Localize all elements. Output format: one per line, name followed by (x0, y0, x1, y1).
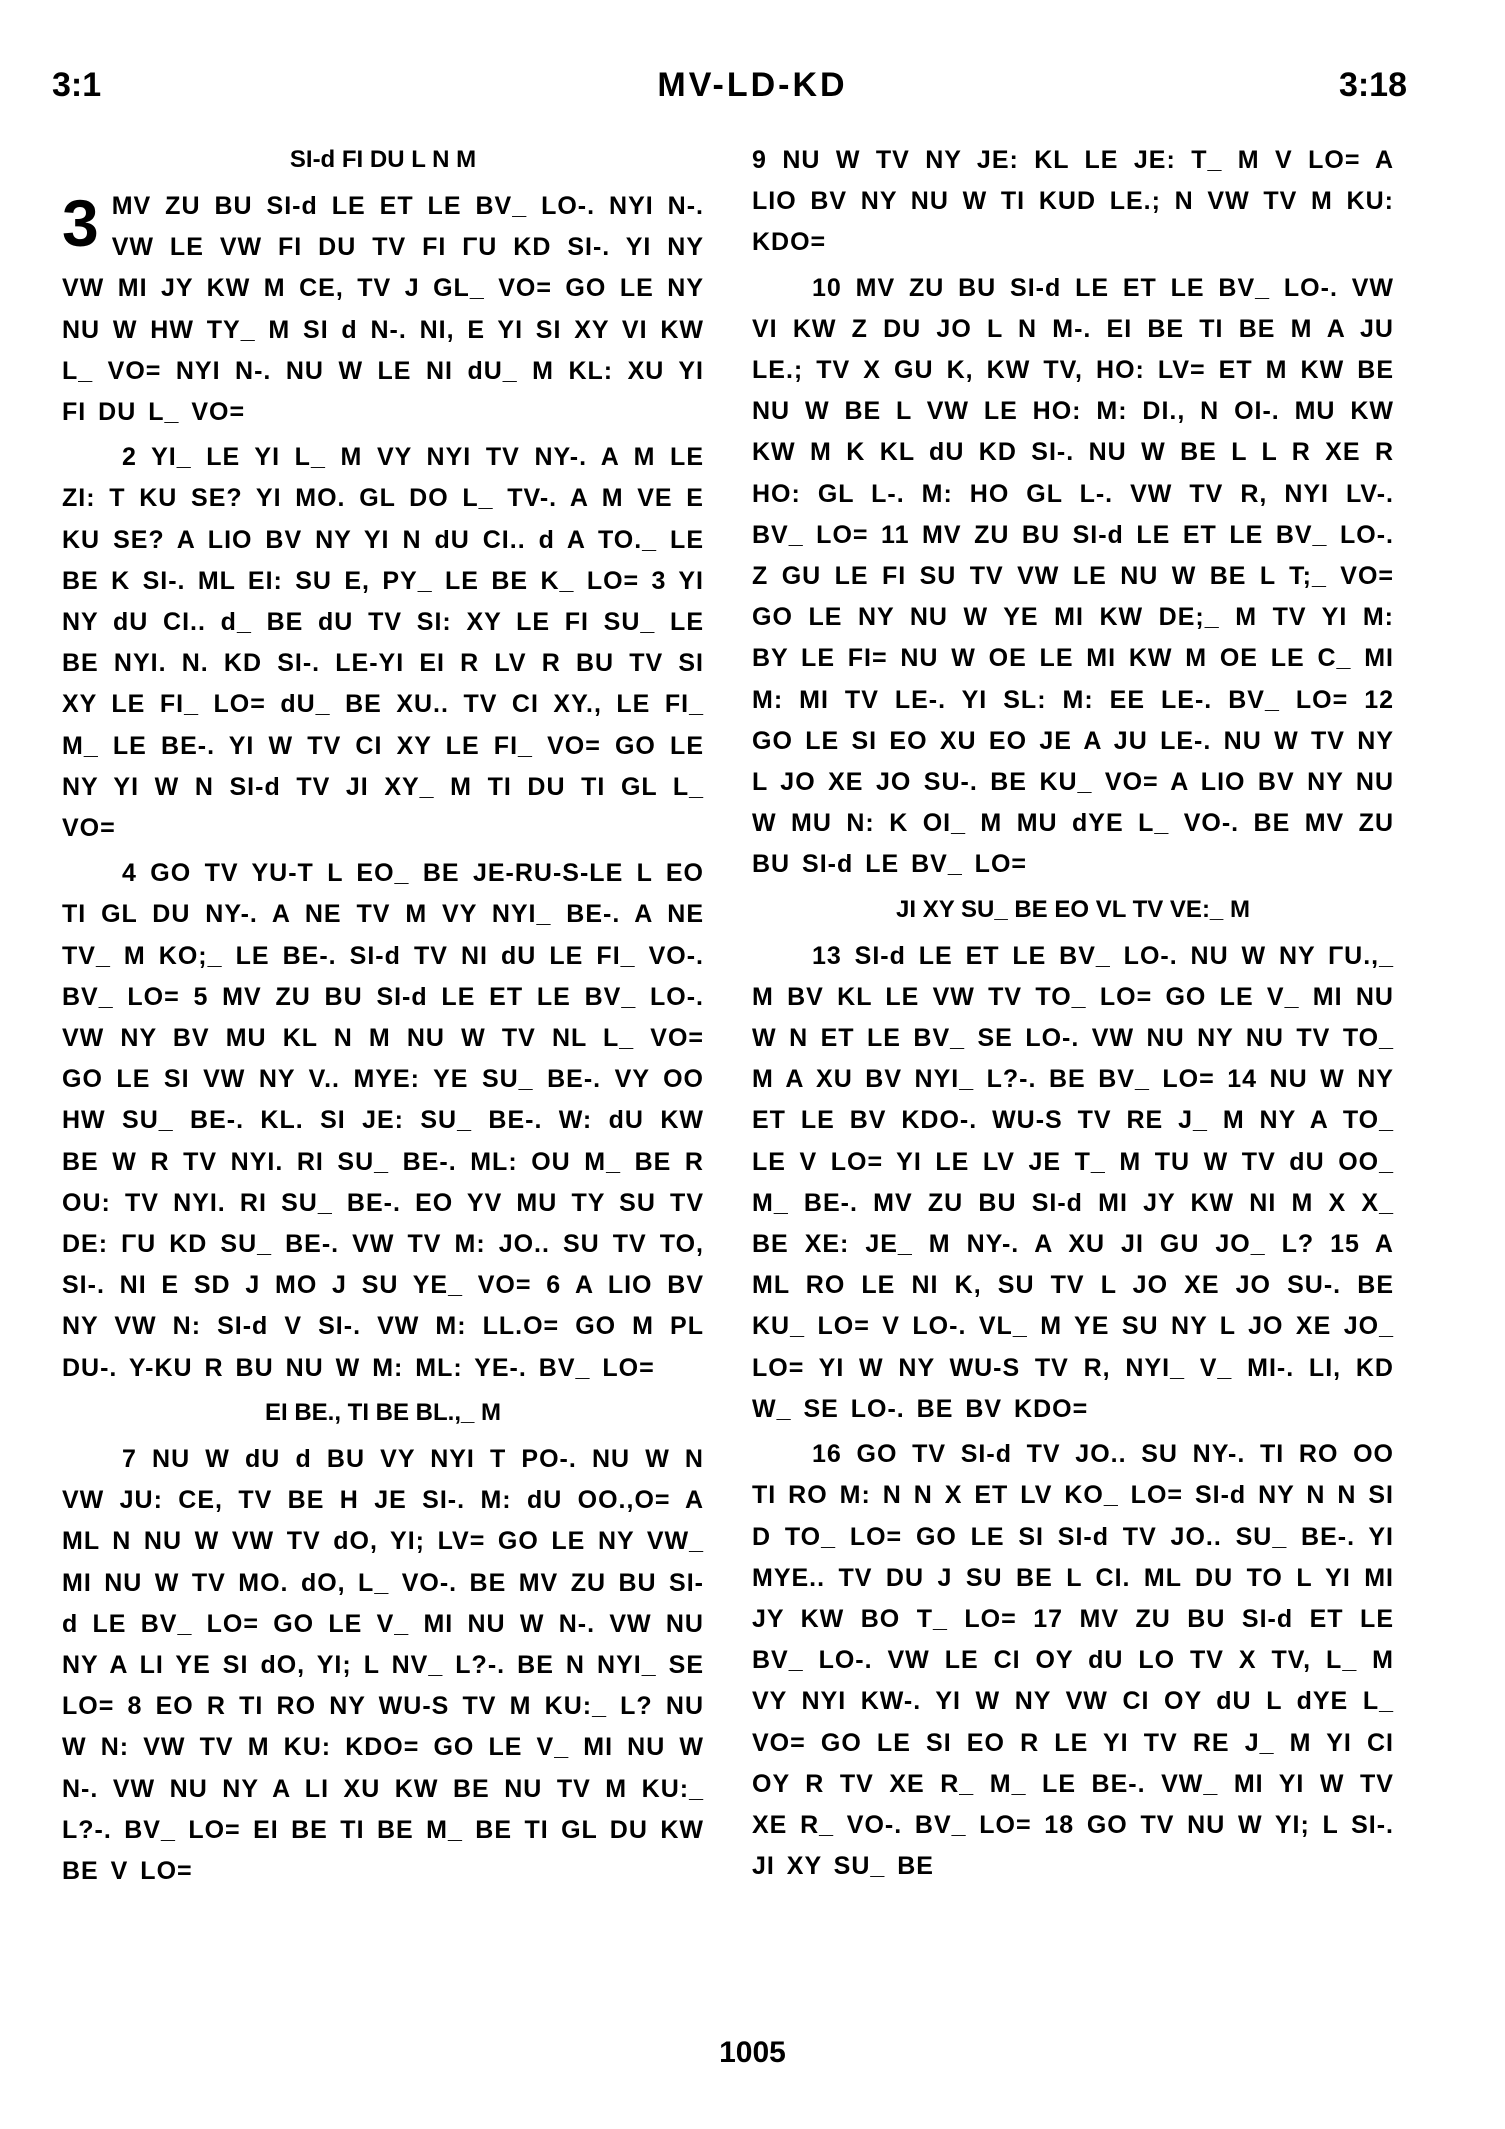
chapter-verse-end: 3:18 (1338, 66, 1407, 104)
chapter-paragraph (62, 186, 704, 433)
running-header-title: MV-LD-KD (657, 66, 848, 104)
left-text-column (62, 140, 704, 2020)
section-heading: SI-d FI DU L N M (289, 146, 477, 173)
section-heading: JI XY SU_ BE EO VL TV VE:_ M (896, 895, 1250, 923)
page-number: 1005 (719, 2036, 786, 2069)
paragraph: 9 NU W TV NY JE: KL LE JE: T_ M V LO= A LIO BV NY NU W TI KUD LE.; N VW TV M KU: KDO= (752, 146, 1394, 257)
paragraph: 2 YI_ LE YI L_ M VY NYI TV NY-. A M LE ZI: T KU SE? YI MO. GL DO L_ TV-. A M VE E KU SE? A LIO BV NY YI N dU CI.. d A TO._ LE BE K SI-. ML EI: SU E, PY_ LE BE K_ LO= 3 YI NY dU CI.. d_ BE dU TV SI: XY LE FI SU_ LE BE NYI. N. KD SI-. LE-YI EI R LV R BU TV SI XY LE FI_ LO= dU_ BE XU.. TV CI XY., LE FI_ M_ LE BE-. YI W TV CI XY LE FI_ VO= GO LE NY YI W N SI-d TV JI XY_ M TI DU TI GL L_ VO= (62, 443, 704, 843)
chapter-verse-start: 3:1 (52, 66, 102, 104)
paragraph: 4 GO TV YU-T L EO_ BE JE-RU-S-LE L EO TI GL DU NY-. A NE TV M VY NYI_ BE-. A NE TV_ M KO;_ LE BE-. SI-d TV NI dU LE FI_ VO-. BV_ LO= 5 MV ZU BU SI-d LE ET LE BV_ LO-. VW NY BV MU KL N M NU W TV NL L_ VO= GO LE SI VW NY V.. MYE: YE SU_ BE-. VY OO HW SU_ BE-. KL. SI JE: SU_ BE-. W: dU KW BE W R TV NYI. RI SU_ BE-. ML: OU M_ BE R OU: TV NYI. RI SU_ BE-. EO YV MU TY SU TV DE: ΓU KD SU_ BE-. VW TV M: JO.. SU TV TO, SI-. NI E SD J MO J SU YE_ VO= 6 A LIO BV NY VW N: SI-d V SI-. VW M: LL.O= GO M PL DU-. Y-KU R BU NU W M: ML: YE-. BV_ LO= (62, 859, 704, 1382)
paragraph: 13 SI-d LE ET LE BV_ LO-. NU W NY ΓU.,_ M BV KL LE VW TV TO_ LO= GO LE V_ MI NU W N ET LE BV_ SE LO-. VW NU NY NU TV TO_ M A XU BV NYI_ L?-. BE BV_ LO= 14 NU W NY ET LE BV KDO-. WU-S TV RE J_ M NY A TO_ LE V LO= YI LE LV JE T_ M TU W TV dU OO_ M_ BE-. MV ZU BU SI-d MI JY KW NI M X X_ BE XE: JE_ M NY-. A XU JI GU JO_ L? 15 A ML RO LE NI K, SU TV L JO XE JO SU-. BE KU_ LO= V LO-. VL_ M YE SU NY L JO XE JO_ LO= YI W NY WU-S TV R, NYI_ V_ MI-. LI, KD W_ SE LO-. BE BV KDO= (752, 941, 1394, 1423)
paragraph: 10 MV ZU BU SI-d LE ET LE BV_ LO-. VW VI KW Z DU JO L N M-. EI BE TI BE M A JU LE.; TV X GU K, KW TV, HO: LV= ET M KW BE NU W BE L VW LE HO: M: DI., N OI-. MU KW KW M K KL dU KD SI-. NU W BE L L R XE R HO: GL L-. M: HO GL L-. VW TV R, NYI LV-. BV_ LO= 11 MV ZU BU SI-d LE ET LE BV_ LO-. Z GU LE FI SU TV VW LE NU W BE L T;_ VO= GO LE NY NU W YE MI KW DE;_ M TV YI M: BY LE FI= NU W OE LE MI KW M OE LE C_ MI M: MI TV LE-. YI SL: M: EE LE-. BV_ LO= 12 GO LE SI EO XU EO JE A JU LE-. NU W TV NY L JO XE JO SU-. BE KU_ VO= A LIO BV NY NU W MU N: K OI_ M MU dYE L_ VO-. BE MV ZU BU SI-d LE BV_ LO= (752, 273, 1394, 879)
section-heading: EI BE., TI BE BL.,_ M (264, 1398, 502, 1426)
paragraph: 7 NU W dU d BU VY NYI T PO-. NU W N VW JU: CE, TV BE H JE SI-. M: dU OO.,O= A ML N NU W VW TV dO, YI; LV= GO LE NY VW_ MI NU W TV MO. dO, L_ VO-. BE MV ZU BU SI-d LE BV_ LO= GO LE V_ MI NU W N-. VW NU NY A LI YE SI dO, YI; L NV_ L?-. BE N NYI_ SE LO= 8 EO R TI RO NY WU-S TV M KU:_ L? NU W N: VW TV M KU: KDO= GO LE V_ MI NU W N-. VW NU NY A LI XU KW BE NU TV M KU:_ L?-. BV_ LO= EI BE TI BE M_ BE TI GL DU KW BE V LO= (62, 1444, 704, 1885)
chapter-number-dropcap: 3 (62, 186, 100, 260)
right-text-column (752, 140, 1394, 2020)
paragraph: 16 GO TV SI-d TV JO.. SU NY-. TI RO OO TI RO M: N N X ET LV KO_ LO= SI-d NY N N SI D TO_ LO= GO LE SI SI-d TV JO.. SU_ BE-. YI MYE.. TV DU J SU BE L CI. ML DU TO L YI MI JY KW BO T_ LO= 17 MV ZU BU SI-d ET LE BV_ LO-. VW LE CI OY dU LO TV X TV, L_ M VY NYI KW-. YI W NY VW CI OY dU L dYE L_ VO= GO LE SI EO R LE YI TV RE J_ M YI CI OY R TV XE R_ M_ LE BE-. VW_ MI YI W TV XE R_ VO-. BV_ LO= 18 GO TV NU W YI; L SI-. JI XY SU_ BE (752, 1440, 1394, 1881)
paragraph-text: MV ZU BU SI-d LE ET LE BV_ LO-. NYI N-. VW LE VW FI DU TV FI ΓU KD SI-. YI NY VW MI JY KW M CE, TV J GL_ VO= GO LE NY NU W HW TY_ M SI d N-. NI, E YI SI XY VI KW L_ VO= NYI N-. NU W LE NI dU_ M KL: XU YI FI DU L_ VO= (62, 192, 704, 427)
